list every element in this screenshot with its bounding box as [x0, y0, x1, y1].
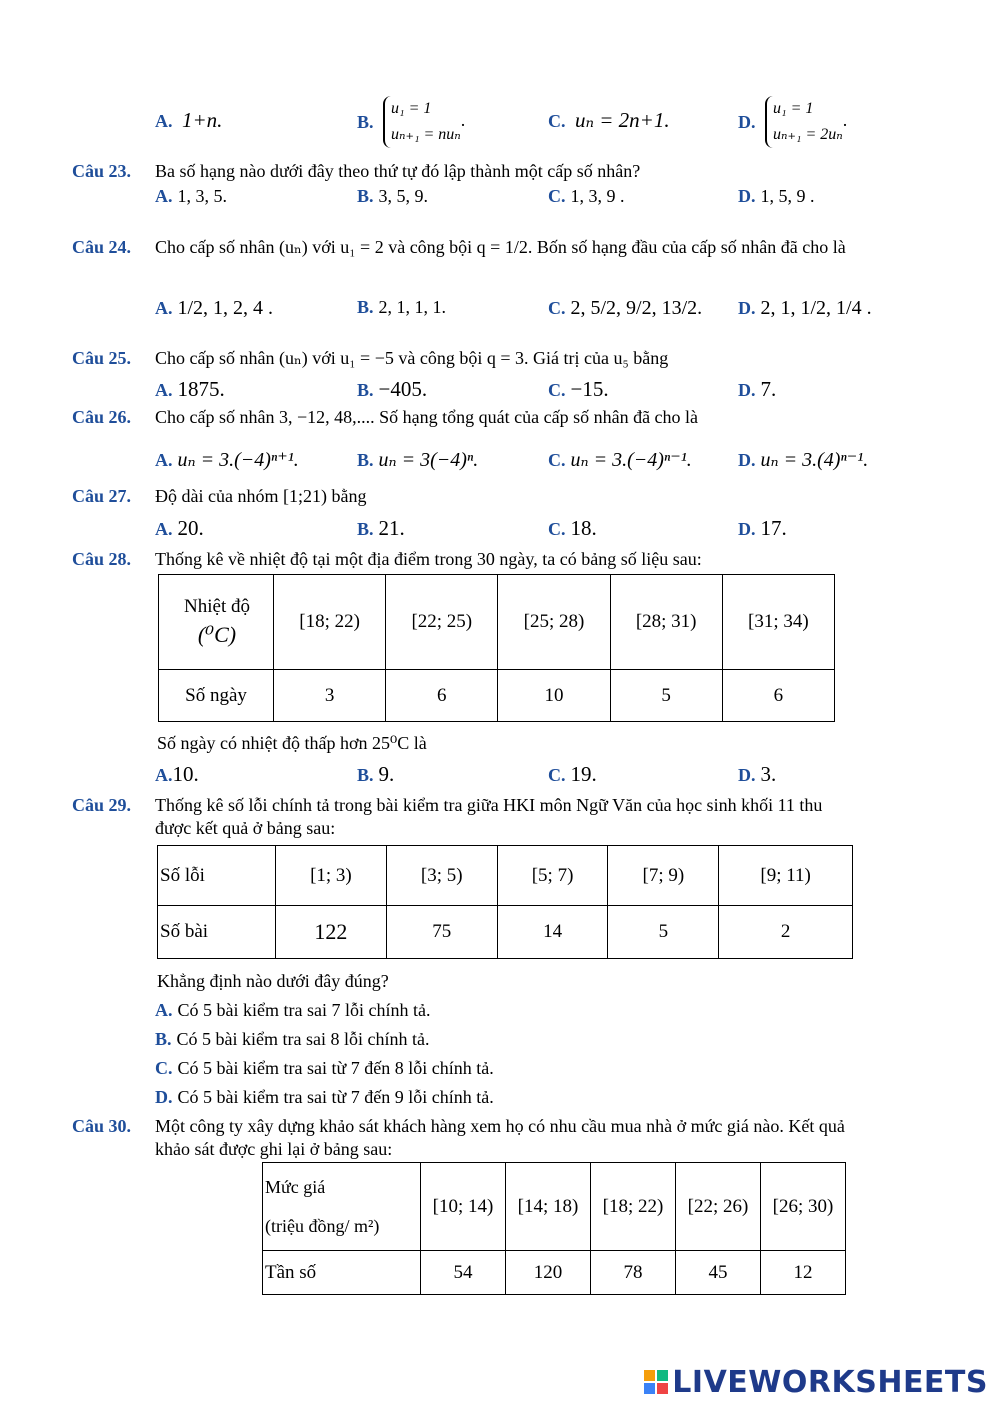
- option-text: uₙ = 3.(−4)ⁿ⁻¹.: [570, 449, 692, 471]
- question-number: Câu 27.: [72, 486, 132, 506]
- q29-option-b[interactable]: [155, 1029, 429, 1050]
- q28-option-a[interactable]: [155, 762, 199, 787]
- option-text: 3.: [760, 762, 777, 786]
- q25-option-c[interactable]: [548, 377, 609, 402]
- q25-option-b[interactable]: [357, 377, 427, 402]
- question-text: Độ dài của nhóm [1;21) bằng: [155, 486, 367, 506]
- option-text: −405.: [378, 377, 428, 401]
- option-label: B.: [357, 111, 374, 132]
- option-text: 1+n.: [182, 108, 223, 132]
- q22-option-b[interactable]: [357, 96, 465, 148]
- question-number: Câu 23.: [72, 161, 132, 181]
- interval-cell: [31; 34): [722, 575, 834, 670]
- q23-option-d[interactable]: [738, 186, 815, 207]
- interval-cell: [3; 5): [386, 846, 497, 906]
- q29-option-d[interactable]: [155, 1087, 494, 1108]
- q27-option-b[interactable]: [357, 516, 405, 541]
- question-text-continued: khảo sát được ghi lại ở bảng sau:: [155, 1139, 393, 1159]
- option-label: C.: [548, 380, 566, 400]
- q23-option-c[interactable]: [548, 186, 625, 207]
- value-cell: 54: [421, 1251, 506, 1295]
- interval-cell: [1; 3): [276, 846, 387, 906]
- option-text: 21.: [378, 516, 405, 540]
- q22-option-d[interactable]: [738, 96, 847, 148]
- q27-option-c[interactable]: [548, 516, 597, 541]
- option-label: B.: [357, 450, 374, 470]
- option-label: C.: [155, 1058, 173, 1078]
- question-text: Một công ty xây dựng khảo sát khách hàng xem họ có nhu cầu mua nhà ở mức giá nào. Kết quả: [155, 1116, 845, 1136]
- brand-text: LIVEWORKSHEETS: [672, 1365, 988, 1400]
- question-27: [72, 486, 131, 507]
- option-text: 2, 5/2, 9/2, 13/2.: [570, 297, 703, 319]
- option-label: A.: [155, 519, 173, 539]
- option-label: A.: [155, 186, 173, 206]
- value-cell: 10: [498, 670, 610, 722]
- q23-option-a[interactable]: [155, 186, 227, 207]
- option-label: C.: [548, 765, 566, 785]
- q23-option-b[interactable]: [357, 186, 428, 207]
- interval-cell: [25; 28): [498, 575, 610, 670]
- option-label: D.: [738, 298, 756, 318]
- system-line-2: uₙ₊₁ = nuₙ: [391, 126, 461, 143]
- liveworksheets-icon: [644, 1370, 668, 1394]
- value-cell: 75: [386, 906, 497, 959]
- option-text: 1, 3, 5.: [177, 186, 227, 206]
- option-text: 2, 1, 1/2, 1/4 .: [760, 297, 872, 319]
- header-line-2: (triệu đồng/ m²): [265, 1215, 380, 1236]
- recurrence-system: [383, 96, 461, 148]
- q27-option-a[interactable]: [155, 516, 204, 541]
- question-24: [72, 237, 131, 258]
- value-cell: 12: [761, 1251, 846, 1295]
- option-label: D.: [738, 765, 756, 785]
- question-text: Cho cấp số nhân (uₙ) với u₁ = −5 và công bội q = 3. Giá trị của u₅ bằng: [155, 348, 669, 368]
- value-cell: 3: [274, 670, 386, 722]
- question-number: Câu 26.: [72, 407, 132, 427]
- question-text: Thống kê số lỗi chính tả trong bài kiểm tra giữa HKI môn Ngữ Văn của học sinh khối 11 thu: [155, 795, 823, 815]
- q22-option-c[interactable]: [548, 108, 670, 133]
- option-label: A.: [155, 1000, 173, 1020]
- value-cell: 6: [722, 670, 834, 722]
- option-label: C.: [548, 519, 566, 539]
- interval-cell: [9; 11): [719, 846, 853, 906]
- option-label: B.: [357, 297, 374, 317]
- row-label-cell: Tần số: [263, 1251, 421, 1295]
- option-label: C.: [548, 111, 566, 131]
- question-29: [72, 795, 131, 816]
- q26-option-c[interactable]: [548, 447, 692, 472]
- option-label: A.: [155, 298, 173, 318]
- q24-option-b[interactable]: [357, 297, 446, 318]
- option-end: .: [460, 110, 466, 131]
- option-text: 1, 5, 9 .: [760, 186, 815, 206]
- option-text: 20.: [177, 516, 204, 540]
- temperature-table: [158, 574, 835, 722]
- value-cell: 45: [676, 1251, 761, 1295]
- interval-cell: [5; 7): [497, 846, 608, 906]
- interval-cell: [7; 9): [608, 846, 719, 906]
- option-label: C.: [548, 298, 566, 318]
- value-cell: 5: [610, 670, 722, 722]
- price-survey-table: [262, 1162, 846, 1295]
- q28-option-d[interactable]: [738, 762, 776, 787]
- q28-option-c[interactable]: [548, 762, 597, 787]
- option-label: B.: [357, 519, 374, 539]
- question-number: Câu 29.: [72, 795, 132, 815]
- option-label: D.: [738, 111, 756, 132]
- option-text: Có 5 bài kiểm tra sai từ 7 đến 9 lỗi chính tả.: [177, 1087, 494, 1107]
- option-text: 19.: [570, 762, 597, 786]
- q26-option-a[interactable]: [155, 447, 299, 472]
- option-label: D.: [155, 1087, 173, 1107]
- option-label: D.: [738, 450, 756, 470]
- option-label: C.: [548, 186, 566, 206]
- question-26: [72, 407, 131, 428]
- option-text: −15.: [570, 377, 609, 401]
- option-text: 7.: [760, 377, 777, 401]
- q26-option-b[interactable]: [357, 447, 478, 472]
- question-prompt: Khẳng định nào dưới đây đúng?: [157, 971, 389, 991]
- interval-cell: [18; 22): [274, 575, 386, 670]
- option-text: Có 5 bài kiểm tra sai từ 7 đến 8 lỗi chính tả.: [177, 1058, 494, 1078]
- q25-option-a[interactable]: [155, 377, 225, 402]
- option-text: uₙ = 3.(4)ⁿ⁻¹.: [760, 449, 869, 471]
- value-cell: 120: [506, 1251, 591, 1295]
- option-text: uₙ = 2n+1.: [575, 108, 670, 132]
- interval-cell: [10; 14): [421, 1163, 506, 1251]
- option-label: B.: [155, 1029, 172, 1049]
- option-text: 17.: [760, 516, 787, 540]
- q26-option-d[interactable]: [738, 447, 868, 472]
- table-header-cell: Số lỗi: [158, 846, 276, 906]
- question-number: Câu 24.: [72, 237, 132, 257]
- option-text: Có 5 bài kiểm tra sai 8 lỗi chính tả.: [176, 1029, 430, 1049]
- interval-cell: [22; 26): [676, 1163, 761, 1251]
- q27-option-d[interactable]: [738, 516, 787, 541]
- system-line-1: u₁ = 1: [773, 100, 814, 117]
- option-label: B.: [357, 380, 374, 400]
- row-label-cell: Số bài: [158, 906, 276, 959]
- liveworksheets-logo: [644, 1365, 988, 1400]
- option-text: 1, 3, 9 .: [570, 186, 625, 206]
- value-cell: 122: [276, 906, 387, 959]
- value-cell: 2: [719, 906, 853, 959]
- question-number: Câu 28.: [72, 549, 132, 569]
- option-text: uₙ = 3.(−4)ⁿ⁺¹.: [177, 449, 299, 471]
- option-text: uₙ = 3(−4)ⁿ.: [378, 449, 479, 471]
- interval-cell: [22; 25): [386, 575, 498, 670]
- row-label-cell: Số ngày: [159, 670, 274, 722]
- system-line-2: uₙ₊₁ = 2uₙ: [773, 126, 843, 143]
- question-28: [72, 549, 131, 570]
- header-line-1: Mức giá: [265, 1176, 326, 1197]
- header-line-1: Nhiệt độ: [184, 596, 250, 617]
- q24-option-d[interactable]: [738, 297, 872, 320]
- option-text: 10.: [172, 762, 199, 786]
- spelling-errors-table: [157, 845, 853, 959]
- option-end: .: [842, 110, 848, 131]
- interval-cell: [18; 22): [591, 1163, 676, 1251]
- option-text: 1875.: [177, 377, 225, 401]
- option-text: 9.: [378, 762, 395, 786]
- option-label: D.: [738, 519, 756, 539]
- option-label: A.: [155, 380, 173, 400]
- option-text: 3, 5, 9.: [378, 186, 429, 206]
- recurrence-system: [765, 96, 843, 148]
- value-cell: 5: [608, 906, 719, 959]
- option-label: B.: [357, 186, 374, 206]
- option-label: C.: [548, 450, 566, 470]
- option-text: 2, 1, 1, 1.: [378, 297, 447, 317]
- question-prompt: Số ngày có nhiệt độ thấp hơn 25⁰C là: [157, 733, 427, 753]
- question-number: Câu 30.: [72, 1116, 132, 1136]
- q24-option-a[interactable]: [155, 297, 273, 320]
- question-text: Cho cấp số nhân 3, −12, 48,.... Số hạng tổng quát của cấp số nhân đã cho là: [155, 407, 699, 427]
- option-label: B.: [357, 765, 374, 785]
- table-header-cell: [263, 1163, 421, 1251]
- question-23: [72, 161, 131, 182]
- q25-option-d[interactable]: [738, 377, 776, 402]
- question-text: Thống kê về nhiệt độ tại một địa điểm trong 30 ngày, ta có bảng số liệu sau:: [155, 549, 702, 569]
- value-cell: 14: [497, 906, 608, 959]
- question-text-continued: được kết quả ở bảng sau:: [155, 818, 336, 838]
- q28-option-b[interactable]: [357, 762, 394, 787]
- interval-cell: [14; 18): [506, 1163, 591, 1251]
- table-header-cell: [159, 575, 274, 670]
- option-label: D.: [738, 380, 756, 400]
- question-text: Ba số hạng nào dưới đây theo thứ tự đó lập thành một cấp số nhân?: [155, 161, 641, 181]
- interval-cell: [26; 30): [761, 1163, 846, 1251]
- option-text: Có 5 bài kiểm tra sai 7 lỗi chính tả.: [177, 1000, 431, 1020]
- q29-option-c[interactable]: [155, 1058, 494, 1079]
- option-label: A.: [155, 111, 173, 131]
- interval-cell: [28; 31): [610, 575, 722, 670]
- value-cell: 78: [591, 1251, 676, 1295]
- system-line-1: u₁ = 1: [391, 100, 432, 117]
- q24-option-c[interactable]: [548, 297, 702, 320]
- question-text: Cho cấp số nhân (uₙ) với u₁ = 2 và công bội q = 1/2. Bốn số hạng đầu của cấp số nhân đã cho là: [155, 237, 846, 257]
- value-cell: 6: [386, 670, 498, 722]
- question-number: Câu 25.: [72, 348, 132, 368]
- option-text: 1/2, 1, 2, 4 .: [177, 297, 274, 319]
- question-30: [72, 1116, 131, 1137]
- q29-option-a[interactable]: [155, 1000, 430, 1021]
- option-text: 18.: [570, 516, 597, 540]
- q22-option-a[interactable]: [155, 108, 222, 133]
- question-25: [72, 348, 131, 369]
- header-line-2: (⁰C): [197, 622, 237, 647]
- option-label: A.: [155, 765, 173, 785]
- option-label: A.: [155, 450, 173, 470]
- option-label: D.: [738, 186, 756, 206]
